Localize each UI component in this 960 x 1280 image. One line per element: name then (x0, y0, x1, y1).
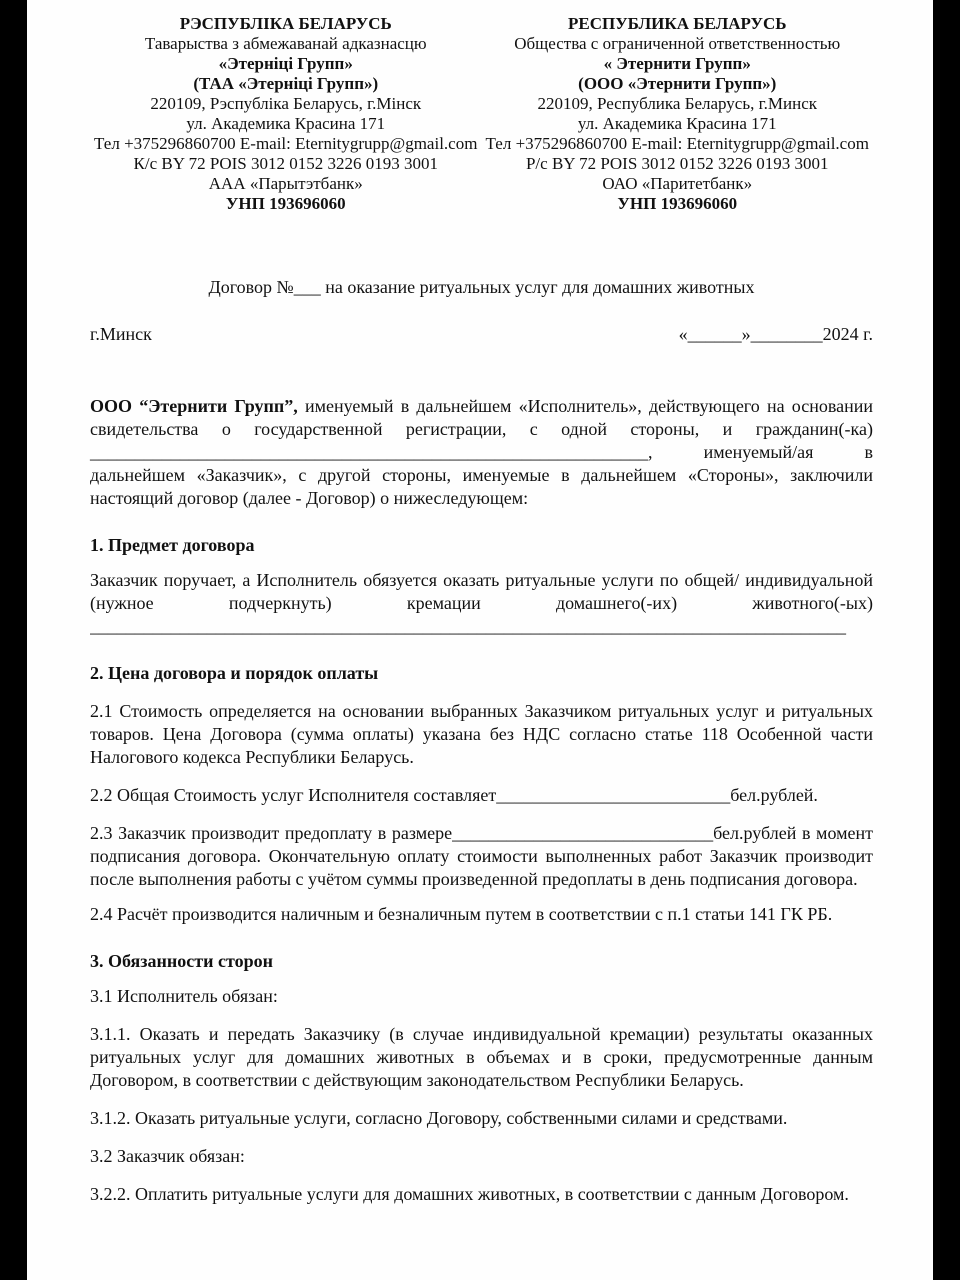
right-unp: УНП 193696060 (617, 194, 738, 213)
clause-2-2: 2.2 Общая Стоимость услуг Исполнителя составляет__________________________бел.рублей. (90, 785, 818, 805)
preamble-text: именуемый в дальнейшем «Исполнитель», действующего на основании свидетельства о государственной регистрации, с одной стороны, и гражданин(-ка) ______________________________________________________________, именуемый/ая в дальнейшем «Заказчик», с другой стороны, именуемые в дальнейшем «Стороны», заключили настоящий договор (далее - Договор) о нижеследующем: (90, 396, 874, 508)
left-unp: УНП 193696060 (225, 194, 346, 213)
left-org-name: «Этерніці Групп» (218, 54, 353, 73)
left-org-short: (ТАА «Этерніці Групп») (193, 74, 379, 93)
letterhead-left-column (90, 14, 482, 214)
left-account: К/с BY 72 POIS 3012 0152 3226 0193 3001 (133, 154, 438, 173)
right-bank: ОАО «Паритетбанк» (602, 174, 753, 193)
right-address2: ул. Академика Красина 171 (577, 114, 777, 133)
letterhead-right-column (482, 14, 874, 214)
clause-3-1: 3.1 Исполнитель обязан: (90, 986, 278, 1006)
contract-title: Договор №___ на оказание ритуальных услуг для домашних животных (208, 277, 755, 297)
left-country: РЭСПУБЛІКА БЕЛАРУСЬ (179, 14, 392, 33)
city-date-row (90, 323, 873, 346)
city-label: г.Минск (90, 324, 152, 344)
right-account: Р/с BY 72 POIS 3012 0152 3226 0193 3001 (525, 154, 829, 173)
letterhead (90, 14, 873, 214)
right-org-short: (ООО «Этернити Групп») (578, 74, 777, 93)
document-page (27, 0, 933, 1280)
section-1-heading: 1. Предмет договора (90, 535, 255, 555)
left-contact: Тел +375296860700 E-mail: Eternitygrupp@gmail.com (94, 134, 478, 153)
date-blank: «______»________2024 г. (678, 324, 873, 344)
left-address1: 220109, Рэспубліка Беларусь, г.Мінск (150, 94, 422, 113)
clause-3-2-2: 3.2.2. Оплатить ритуальные услуги для домашних животных, в соответствии с данным Договором. (90, 1184, 849, 1204)
left-address2: ул. Академика Красина 171 (186, 114, 386, 133)
right-country: РЕСПУБЛИКА БЕЛАРУСЬ (567, 14, 787, 33)
clause-3-1-2: 3.1.2. Оказать ритуальные услуги, согласно Договору, собственными силами и средствами. (90, 1108, 788, 1128)
clause-3-1-1: 3.1.1. Оказать и передать Заказчику (в случае индивидуальной кремации) результаты оказанных ритуальных услуг для домашних животных в объемах и в сроки, предусмотренные данным Договором, в соответствии с действующим законодательством Республики Беларусь. (90, 1024, 873, 1090)
left-bank: ААА «Парытэтбанк» (208, 174, 363, 193)
section-2-heading: 2. Цена договора и порядок оплаты (90, 663, 379, 683)
right-contact: Тел +375296860700 E-mail: Eternitygrupp@gmail.com (485, 134, 869, 153)
right-address1: 220109, Республика Беларусь, г.Минск (537, 94, 818, 113)
preamble-company-bold: ООО “Этернити Групп”, (90, 396, 298, 416)
preamble-paragraph (90, 395, 873, 510)
clause-2-3: 2.3 Заказчик производит предоплату в размере_____________________________бел.рублей в момент подписания договора. Окончательную оплату стоимости выполненных работ Заказчик производит после выполнения работы с учётом суммы произведенной предоплаты в день подписания договора. (90, 823, 873, 889)
left-org-type: Таварыства з абмежаванай адказнасцю (144, 34, 427, 53)
clause-2-1: 2.1 Стоимость определяется на основании выбранных Заказчиком ритуальных услуг и ритуальных товаров. Цена Договора (сумма оплаты) указана без НДС согласно статье 118 Особенной части Налогового кодекса Республики Беларусь. (90, 701, 873, 767)
section-3-heading: 3. Обязанности сторон (90, 951, 273, 971)
clause-2-4: 2.4 Расчёт производится наличным и безналичным путем в соответствии с п.1 статьи 141 ГК РБ. (90, 904, 833, 924)
clause-3-2: 3.2 Заказчик обязан: (90, 1146, 245, 1166)
section-1-blank-line: ____________________________________________________________________________________ (90, 616, 846, 636)
section-1-body: Заказчик поручает, а Исполнитель обязуется оказать ритуальные услуги по общей/ индивидуальной (нужное подчеркнуть) кремации домашнего(-их) животного(-ых) (90, 570, 873, 613)
right-org-type: Общества с ограниченной ответственностью (514, 34, 841, 53)
right-org-name: « Этернити Групп» (603, 54, 751, 73)
